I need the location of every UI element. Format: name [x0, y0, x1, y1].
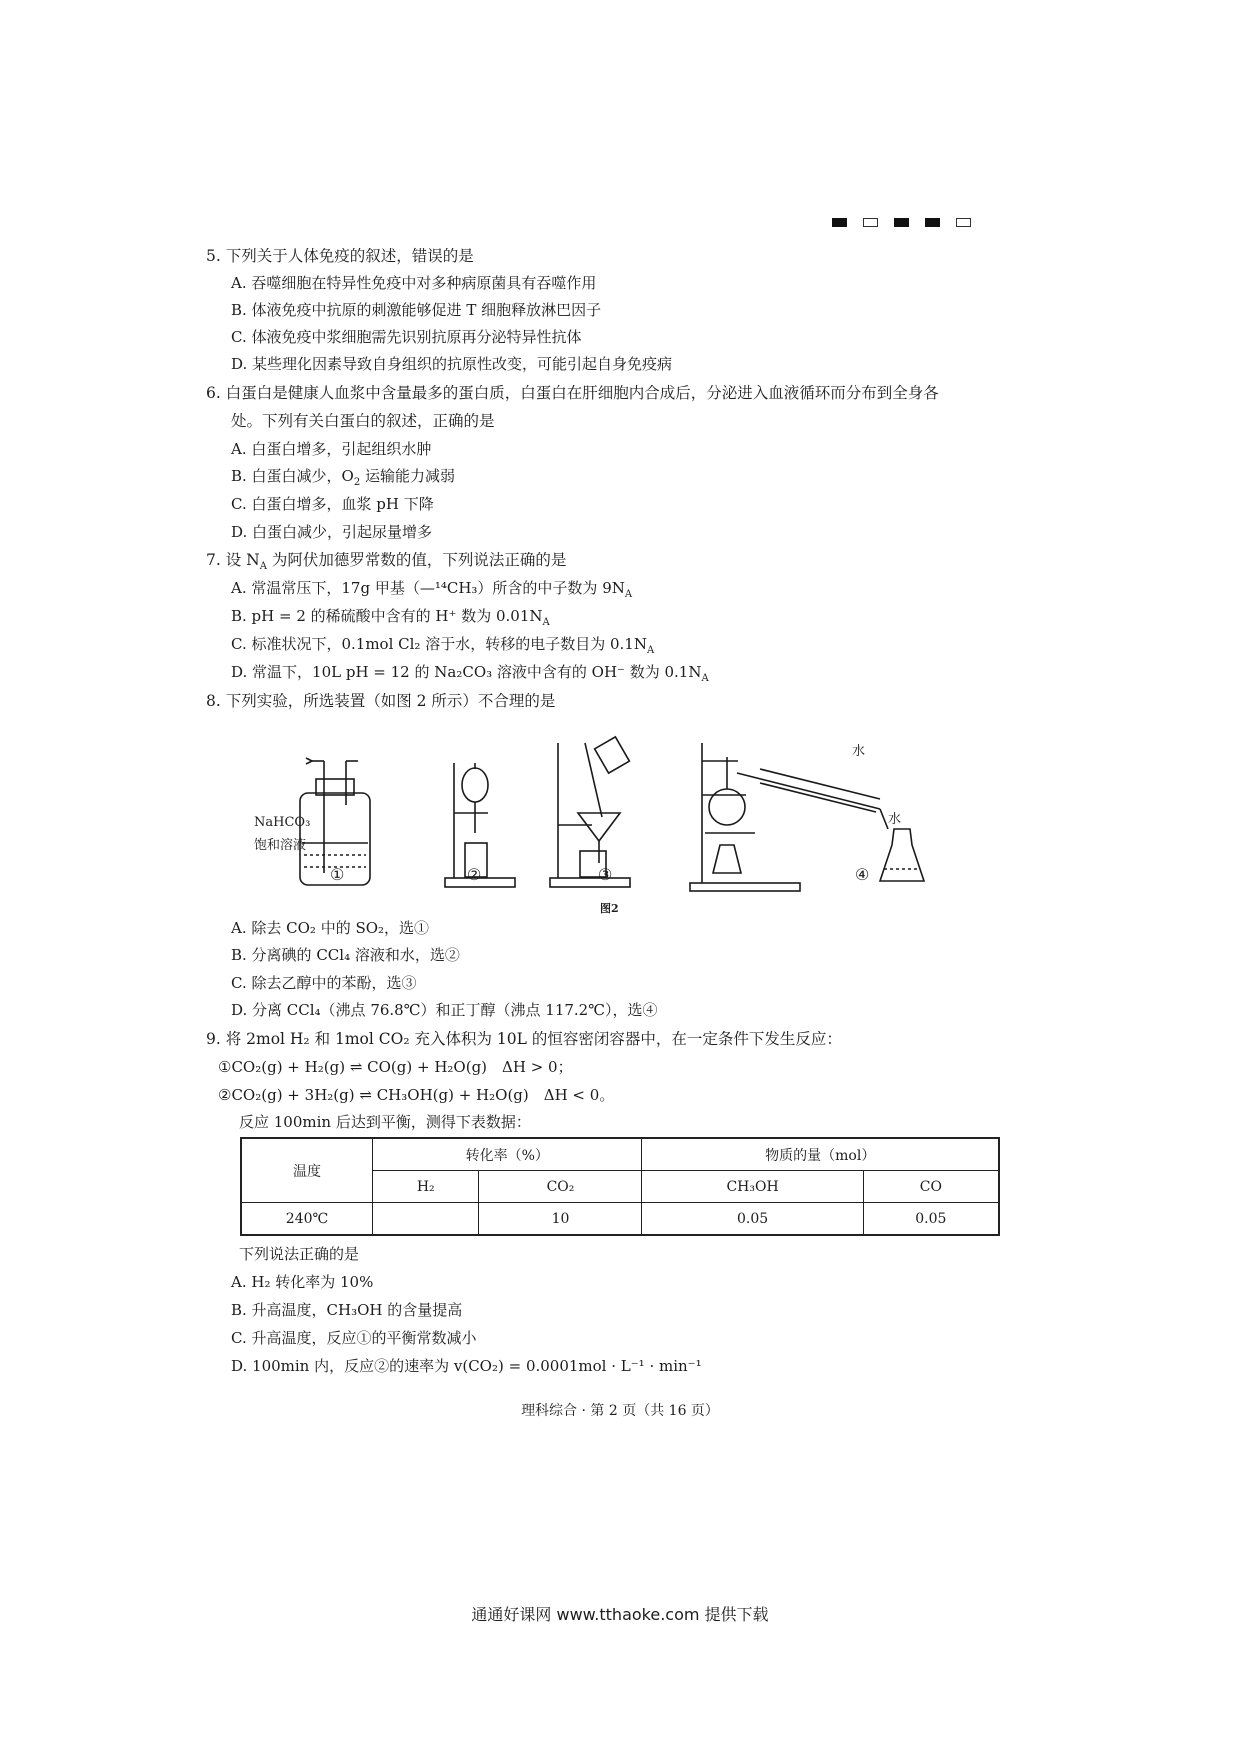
fig-water-in-label: 水 [852, 744, 866, 759]
q7-option-c-text: C. 标准状况下，0.1mol Cl₂ 溶于水，转移的电子数目为 0.1N [231, 635, 647, 653]
cell-co-amount: 0.05 [863, 1203, 999, 1236]
header-conversion: 转化率（%） [373, 1138, 642, 1171]
header-co: CO [863, 1171, 999, 1203]
fig-number-2: ② [467, 865, 482, 884]
figure-caption: 图2 [600, 902, 619, 915]
q6-option-b-text: B. 白蛋白减少，O [231, 467, 354, 485]
q6-option-c: C. 白蛋白增多，血浆 pH 下降 [231, 495, 434, 513]
header-h2: H₂ [373, 1171, 479, 1203]
q7-stem [206, 550, 566, 577]
q9-sub-stem: 下列说法正确的是 [239, 1245, 360, 1263]
q9-stem: 9. 将 2mol H₂ 和 1mol CO₂ 充入体积为 10L 的恒容密闭容器中，在一定条件下发生反应： [206, 1030, 842, 1048]
mark-filled [832, 218, 847, 227]
q7-option-d [231, 662, 709, 689]
q6-option-d: D. 白蛋白减少，引起尿量增多 [231, 523, 433, 541]
q5-stem: 5. 下列关于人体免疫的叙述，错误的是 [206, 247, 474, 265]
cell-h2-conversion [373, 1203, 479, 1236]
equilibrium-data-table [240, 1137, 1000, 1236]
q5-option-a: A. 吞噬细胞在特异性免疫中对多种病原菌具有吞噬作用 [231, 274, 597, 292]
q7-option-c [231, 634, 654, 661]
cell-co2-conversion: 10 [479, 1203, 642, 1236]
q6-option-b [231, 466, 455, 493]
mark-open [863, 218, 878, 227]
q8-option-a: A. 除去 CO₂ 中的 SO₂，选① [231, 919, 430, 937]
q5-option-c: C. 体液免疫中浆细胞需先识别抗原再分泌特异性抗体 [231, 328, 582, 346]
q7-option-b-sub: A [542, 617, 550, 628]
q7-option-c-sub: A [646, 645, 655, 656]
q9-reaction-2: ②CO₂(g) + 3H₂(g) ⇌ CH₃OH(g) + H₂O(g) ΔH < 0。 [218, 1086, 615, 1104]
fig-reagent-label-2: 饱和溶液 [254, 838, 307, 853]
mark-filled [925, 218, 940, 227]
q7-option-b [231, 606, 550, 633]
q9-option-c: C. 升高温度，反应①的平衡常数减小 [231, 1329, 477, 1347]
q8-stem: 8. 下列实验，所选装置（如图 2 所示）不合理的是 [206, 692, 556, 710]
cell-ch3oh-amount: 0.05 [642, 1203, 863, 1236]
apparatus-figure [240, 733, 1000, 903]
q9-option-b: B. 升高温度，CH₃OH 的含量提高 [231, 1301, 463, 1319]
q6-option-b-sub: 2 [353, 477, 361, 488]
fig-number-3: ③ [598, 865, 613, 884]
q5-option-d: D. 某些理化因素导致自身组织的抗原性改变，可能引起自身免疫病 [231, 355, 673, 373]
q7-option-a-sub: A [624, 589, 633, 600]
q7-stem-text2: 为阿伏加德罗常数的值，下列说法正确的是 [266, 551, 567, 569]
q6-option-b-text2: 运输能力减弱 [360, 467, 456, 485]
q6-stem-line2: 处。下列有关白蛋白的叙述，正确的是 [231, 412, 495, 430]
q7-option-a-text: A. 常温常压下，17g 甲基（—¹⁴CH₃）所含的中子数为 9N [231, 579, 625, 597]
page-footer: 理科综合 · 第 2 页（共 16 页） [521, 1403, 719, 1419]
q8-option-d: D. 分离 CCl₄（沸点 76.8℃）和正丁醇（沸点 117.2℃），选④ [231, 1001, 658, 1019]
header-amount: 物质的量（mol） [642, 1138, 999, 1171]
q9-option-d: D. 100min 内，反应②的速率为 v(CO₂) = 0.0001mol · L⁻¹ · min⁻¹ [231, 1357, 702, 1375]
source-credit: 通通好课网 www.tthaoke.com 提供下载 [471, 1605, 769, 1624]
fig-number-4: ④ [855, 865, 870, 884]
mark-filled [894, 218, 909, 227]
filtration-drawing [550, 737, 630, 887]
q8-option-c: C. 除去乙醇中的苯酚，选③ [231, 974, 417, 992]
q7-option-d-text: D. 常温下，10L pH = 12 的 Na₂CO₃ 溶液中含有的 OH⁻ 数为 0.1N [231, 663, 702, 681]
q5-option-b: B. 体液免疫中抗原的刺激能够促进 T 细胞释放淋巴因子 [231, 301, 602, 319]
header-temperature: 温度 [241, 1138, 373, 1203]
q7-option-a [231, 578, 632, 605]
q7-stem-text: 7. 设 N [206, 551, 260, 569]
page-marks [832, 218, 971, 227]
mark-open [956, 218, 971, 227]
q6-stem-line1: 6. 白蛋白是健康人血浆中含量最多的蛋白质，白蛋白在肝细胞内合成后，分泌进入血液循环而分布到全身各 [206, 384, 939, 402]
q8-option-b: B. 分离碘的 CCl₄ 溶液和水，选② [231, 946, 460, 964]
q7-stem-sub: A [259, 561, 267, 573]
fig-reagent-label-1: NaHCO₃ [254, 815, 311, 830]
q7-option-b-text: B. pH = 2 的稀硫酸中含有的 H⁺ 数为 0.01N [231, 607, 543, 625]
q6-option-a: A. 白蛋白增多，引起组织水肿 [231, 440, 432, 458]
cell-temperature: 240℃ [241, 1203, 373, 1236]
q9-option-a: A. H₂ 转化率为 10% [231, 1273, 374, 1291]
fig-water-out-label: 水 [888, 812, 902, 827]
q7-option-d-sub: A [701, 673, 709, 684]
fig-number-1: ① [330, 865, 345, 884]
header-co2: CO₂ [479, 1171, 642, 1203]
q9-reaction-1: ①CO₂(g) + H₂(g) ⇌ CO(g) + H₂O(g) ΔH > 0； [218, 1058, 573, 1076]
q9-table-intro: 反应 100min 后达到平衡，测得下表数据： [239, 1113, 531, 1131]
header-ch3oh: CH₃OH [642, 1171, 863, 1203]
